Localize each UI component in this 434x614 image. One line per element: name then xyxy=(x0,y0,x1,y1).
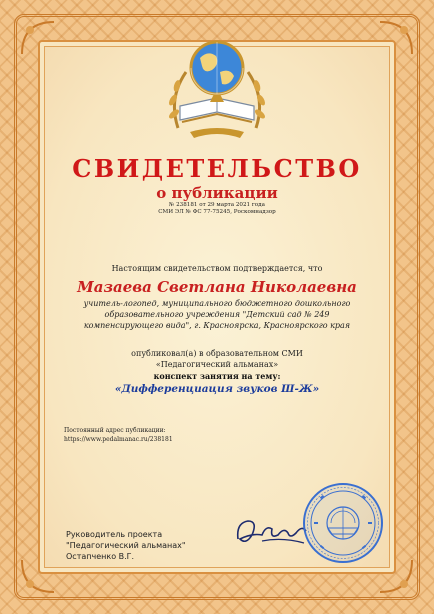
intro-text: Настоящим свидетельством подтверждается, что xyxy=(111,264,323,273)
address-label: Постоянный адрес публикации: xyxy=(64,427,166,434)
signer-project: "Педагогический альманах" xyxy=(66,541,186,550)
publication-topic: «Дифференциация звуков Ш-Ж» xyxy=(114,383,320,395)
published-line-3: конспект занятия на тему: xyxy=(153,371,281,381)
signature-icon xyxy=(232,505,312,555)
certificate-subtitle: о публикации xyxy=(156,184,278,202)
certificate-number: № 238181 от 29 марта 2021 года xyxy=(169,202,265,208)
signer-name: Остапченко В.Г. xyxy=(66,552,135,561)
signer-block xyxy=(66,529,236,562)
media-registry: СМИ ЭЛ № ФС 77-75245, Роскомнадзор xyxy=(158,209,276,215)
certificate-title: СВИДЕТЕЛЬСТВО xyxy=(72,154,362,183)
signer-role: Руководитель проекта xyxy=(66,530,163,539)
round-stamp-icon xyxy=(302,482,384,564)
published-line-2: «Педагогический альманах» xyxy=(155,360,279,369)
published-line-1: опубликовал(а) в образовательном СМИ xyxy=(131,349,303,358)
recipient-name: Мазаева Светлана Николаевна xyxy=(77,278,357,296)
recipient-position: учитель-логопед, муниципального бюджетного дошкольного образовательного учреждения "Детский сад № 249 компенсирующего вида", г. Красноярска, Красноярского края xyxy=(83,299,351,330)
globe-book-emblem-icon xyxy=(160,28,274,146)
address-url[interactable]: https://www.pedalmanac.ru/238181 xyxy=(64,436,173,443)
